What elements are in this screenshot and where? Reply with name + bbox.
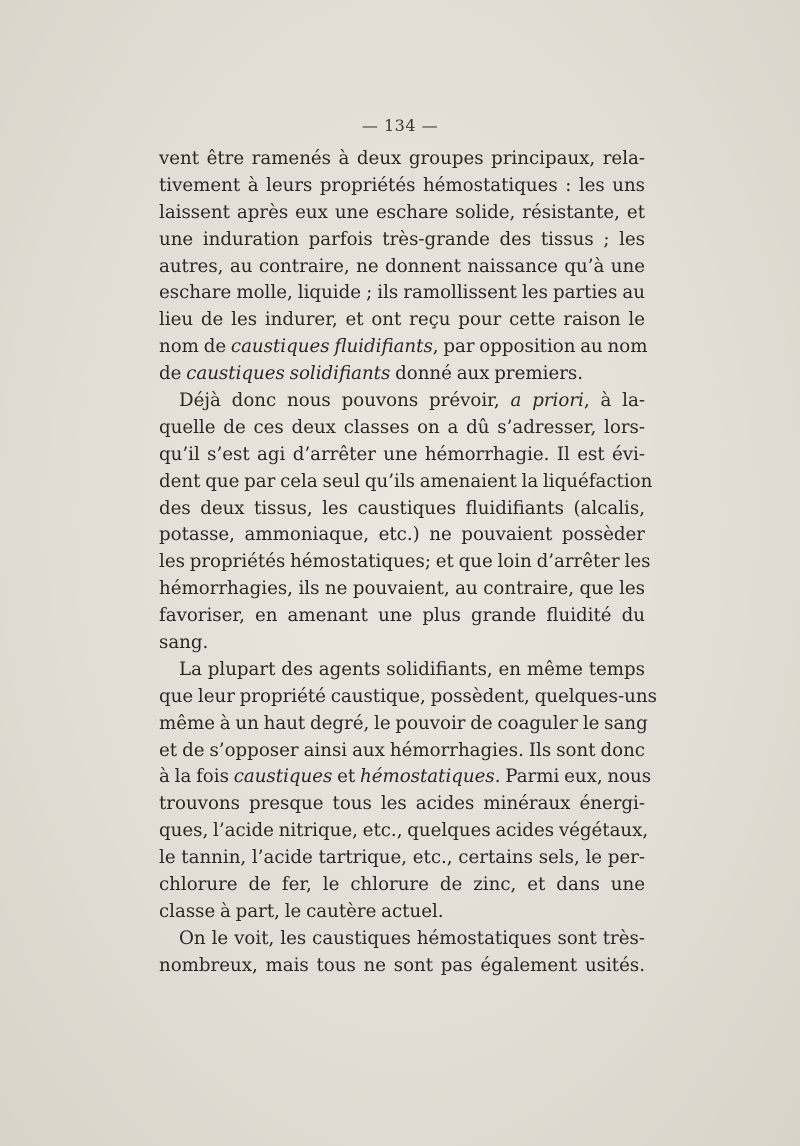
page-number: — 134 — bbox=[361, 116, 439, 135]
text-line bbox=[159, 200, 645, 227]
text-run: trouvons presque tous les acides minéraux énergi- bbox=[159, 793, 645, 815]
text-line bbox=[159, 307, 645, 334]
text-line bbox=[159, 549, 651, 576]
text-run: tivement à leurs propriétés hémostatiques : les uns bbox=[159, 174, 645, 196]
text-run: autres, au contraire, ne donnent naissance qu’à une bbox=[159, 255, 645, 277]
text-run: et bbox=[332, 766, 360, 788]
text-line bbox=[159, 630, 645, 657]
text-line bbox=[159, 926, 645, 953]
text-run: hémorrhagies, ils ne pouvaient, au contraire, que les bbox=[159, 578, 645, 600]
text-run: donné aux premiers. bbox=[390, 363, 584, 385]
text-line bbox=[159, 899, 645, 926]
text-run: de bbox=[159, 363, 187, 385]
text-run: laissent après eux une eschare solide, résistante, et bbox=[159, 201, 645, 223]
text-line bbox=[159, 603, 645, 630]
text-line bbox=[159, 254, 645, 281]
text-run: chlorure de fer, le chlorure de zinc, et dans une bbox=[159, 874, 645, 896]
italic-term: caustiques fluidifiants bbox=[230, 336, 433, 358]
text-run: nom de bbox=[159, 336, 231, 358]
text-line bbox=[159, 872, 645, 899]
text-run: , par opposition au nom bbox=[432, 336, 648, 358]
text-run: sang. bbox=[159, 632, 209, 654]
text-run: et de s’opposer ainsi aux hémorrhagies. Ils sont donc bbox=[159, 739, 645, 761]
text-line bbox=[159, 791, 645, 818]
text-run: quelle de ces deux classes on a dû s’adresser, lors- bbox=[159, 416, 645, 438]
text-run: potasse, ammoniaque, etc.) ne pouvaient possèder bbox=[159, 524, 645, 546]
text-line bbox=[159, 361, 645, 388]
text-line bbox=[159, 227, 645, 254]
text-line bbox=[159, 845, 645, 872]
text-run: La plupart des agents solidifiants, en même temps bbox=[179, 658, 645, 680]
text-line bbox=[159, 818, 649, 845]
text-run: même à un haut degré, le pouvoir de coaguler le sang bbox=[159, 712, 648, 734]
italic-term: a priori bbox=[510, 390, 584, 412]
italic-term: hémostatiques bbox=[359, 766, 495, 788]
text-run: . Parmi eux, nous bbox=[494, 766, 652, 788]
text-run: qu’il s’est agi d’arrêter une hémorrhagie. Il est évi- bbox=[159, 443, 645, 465]
text-line bbox=[159, 953, 645, 980]
text-run: ques, l’acide nitrique, etc., quelques acides végétaux, bbox=[159, 820, 649, 842]
text-line bbox=[159, 764, 652, 791]
body-text bbox=[159, 146, 657, 980]
text-line bbox=[159, 173, 645, 200]
text-run: dent que par cela seul qu’ils amenaient la liquéfaction bbox=[159, 470, 653, 492]
text-run: que leur propriété caustique, possèdent, quelques-uns bbox=[159, 685, 657, 707]
text-run: On le voit, les caustiques hémostatiques sont très- bbox=[179, 927, 645, 949]
text-line bbox=[159, 496, 645, 523]
text-run: Déjà donc nous pouvons prévoir, bbox=[179, 390, 511, 412]
text-run: lieu de les indurer, et ont reçu pour cette raison le bbox=[159, 309, 645, 331]
italic-term: caustiques bbox=[233, 766, 333, 788]
text-line bbox=[159, 522, 645, 549]
text-run: classe à part, le cautère actuel. bbox=[159, 900, 444, 922]
text-line bbox=[159, 442, 645, 469]
text-line bbox=[159, 657, 645, 684]
text-run: vent être ramenés à deux groupes principaux, rela- bbox=[159, 148, 645, 169]
text-line bbox=[159, 469, 653, 496]
text-line bbox=[159, 146, 645, 173]
text-line bbox=[159, 711, 648, 738]
text-run: nombreux, mais tous ne sont pas également usités. bbox=[159, 954, 645, 976]
text-line bbox=[159, 576, 645, 603]
text-run: eschare molle, liquide ; ils ramollissent les parties au bbox=[159, 282, 645, 304]
text-line bbox=[159, 738, 645, 765]
text-run: favoriser, en amenant une plus grande fluidité du bbox=[159, 605, 645, 627]
text-run: les propriétés hémostatiques; et que loin d’arrêter les bbox=[159, 551, 651, 573]
text-line bbox=[159, 388, 645, 415]
text-line bbox=[159, 280, 645, 307]
text-run: à la fois bbox=[159, 766, 234, 788]
text-run: des deux tissus, les caustiques fluidifiants (alcalis, bbox=[159, 497, 645, 519]
text-run: , à la- bbox=[583, 390, 645, 412]
italic-term: caustiques solidifiants bbox=[186, 363, 391, 385]
text-line bbox=[159, 334, 648, 361]
text-line bbox=[159, 684, 657, 711]
text-run: une induration parfois très-grande des tissus ; les bbox=[159, 228, 645, 250]
text-line bbox=[159, 415, 645, 442]
text-run: le tannin, l’acide tartrique, etc., certains sels, le per- bbox=[159, 847, 645, 869]
